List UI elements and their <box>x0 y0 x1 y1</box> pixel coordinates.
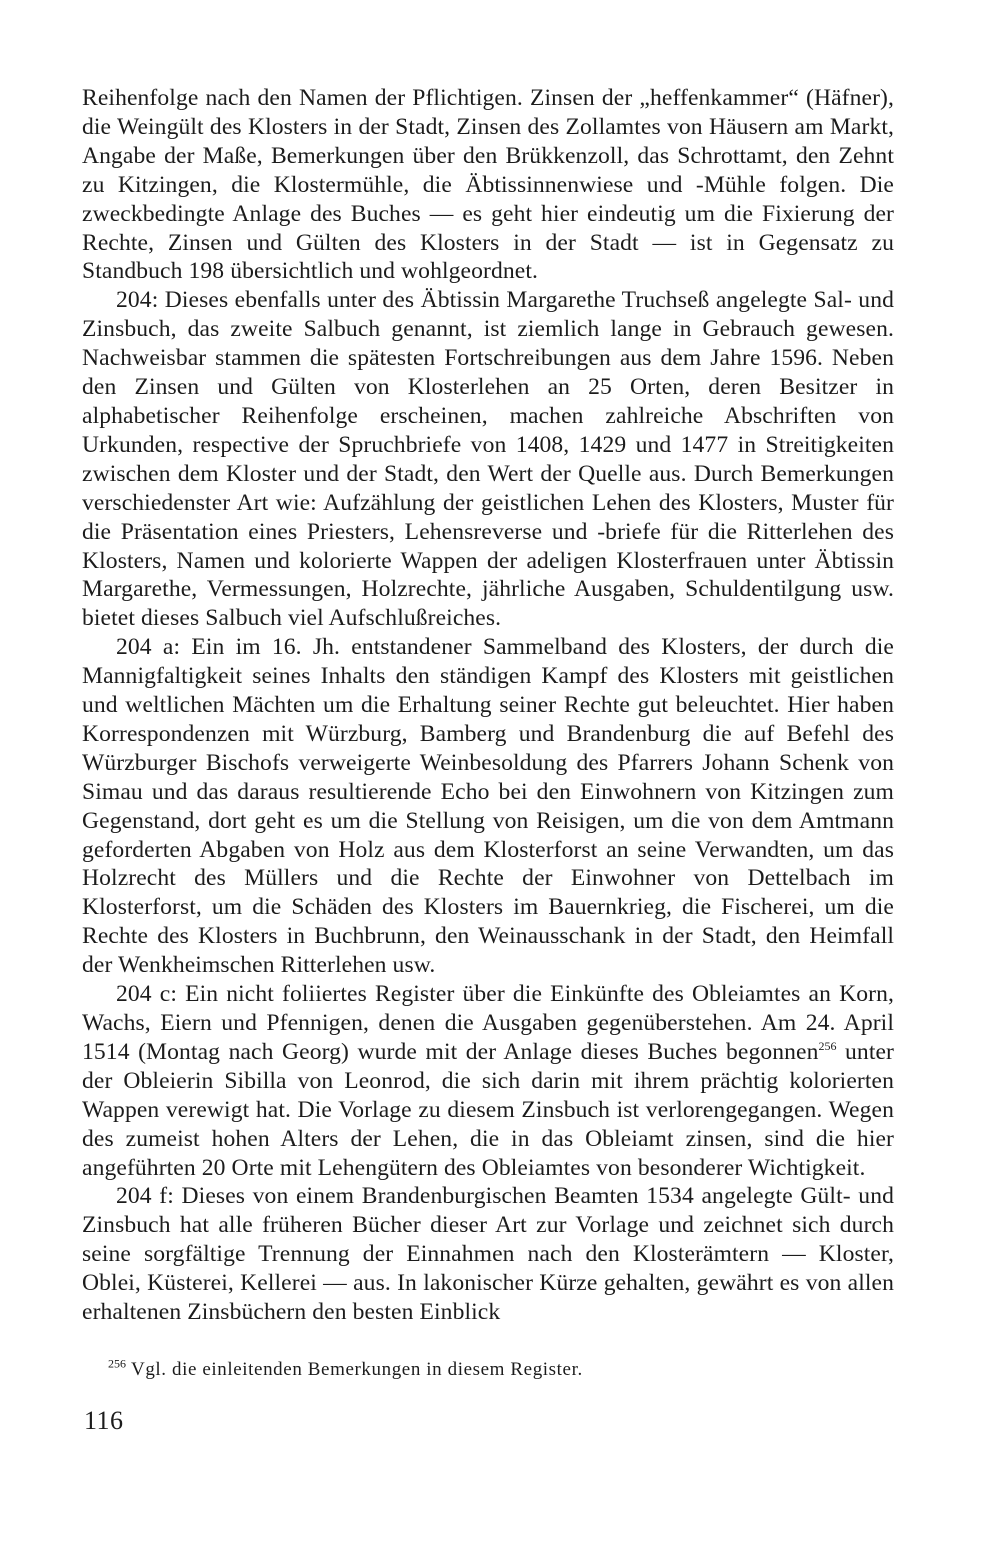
paragraph-204f: 204 f: Dieses von einem Brandenburgischen Beamten 1534 angelegte Gült- und Zinsbuch hat alle früheren Bücher dieser Art zur Vorlage und zeichnet sich durch seine sorgfältige Trennung der Einnahmen nach den Klosterämtern — Kloster, Oblei, Küsterei, Kellerei — aus. In lakonischer Kürze gehalten, gewährt es von allen erhaltenen Zinsbüchern den besten Einblick <box>82 1183 894 1326</box>
page-body <box>82 84 894 1327</box>
footnote-text: Vgl. die einleitenden Bemerkungen in diesem Register. <box>126 1359 583 1380</box>
paragraph-204c <box>82 980 894 1182</box>
footnote-reference-256[interactable]: 256 <box>818 1039 837 1054</box>
paragraph-1: Reihenfolge nach den Namen der Pflichtigen. Zinsen der „heffenkammer“ (Häfner), die Weingült des Klosters in der Stadt, Zinsen des Zollamtes von Häusern am Markt, Angabe der Maße, Bemerkungen über den Brükkenzoll, das Schrottamt, den Zehnt zu Kitzingen, die Klostermühle, die Äbtissinnenwiese und -Mühle folgen. Die zweckbedingte Anlage des Buches — es geht hier eindeutig um die Fixierung der Rechte, Zinsen und Gülten des Klosters in der Stadt — ist in Gegensatz zu Standbuch 198 übersichtlich und wohlgeordnet. <box>82 85 894 285</box>
paragraph-204c-text-before: 204 c: Ein nicht foliiertes Register über die Einkünfte des Obleiamtes an Korn, Wachs, Eiern und Pfennigen, denen die Ausgaben gegenüberstehen. Am 24. April 1514 (Montag nach Georg) wurde mit der Anlage dieses Buches begonnen <box>82 981 894 1065</box>
paragraph-204: 204: Dieses ebenfalls unter des Äbtissin Margarethe Truchseß angelegte Sal- und Zinsbuch, das zweite Salbuch genannt, ist ziemlich lange in Gebrauch gewesen. Nachweisbar stammen die spätesten Fortschreibungen aus dem Jahre 1596. Neben den Zinsen und Gülten von Klosterlehen an 25 Orten, deren Besitzer in alphabetischer Reihenfolge erscheinen, machen zahlreiche Abschriften von Urkunden, respective der Spruchbriefe von 1408, 1429 und 1477 in Streitigkeiten zwischen dem Kloster und der Stadt, den Wert der Quelle aus. Durch Bemerkungen verschiedenster Art wie: Aufzählung der geistlichen Lehen des Klosters, Muster für die Präsentation eines Priesters, Lehensreverse und -briefe für die Ritterlehen des Klosters, Namen und kolorierte Wappen der adeligen Klosterfrauen unter Äbtissin Margarethe, Vermessungen, Holzrechte, jährliche Ausgaben, Schuldentilgung usw. bietet dieses Salbuch viel Aufschlußreiches. <box>82 287 894 632</box>
body-text <box>82 84 894 1327</box>
footnote-number: 256 <box>108 1356 126 1371</box>
page-number: 116 <box>84 1406 124 1435</box>
footnote-256 <box>82 1358 894 1382</box>
paragraph-204c-text-after: unter der Obleierin Sibilla von Leonrod, die sich darin mit ihrem prächtig kolorierten Wappen verewigt hat. Die Vorlage zu diesem Zinsbuch ist verlorengegangen. Wegen des zumeist hohen Alters der Lehen, die in das Obleiamt zinsen, sind die hier angeführten 20 Orte mit Lehengütern des Obleiamtes von besonderer Wichtigkeit. <box>82 1038 895 1181</box>
paragraph-204a: 204 a: Ein im 16. Jh. entstandener Sammelband des Klosters, der durch die Mannigfaltigkeit seines Inhalts den ständigen Kampf des Klosters mit geistlichen und weltlichen Mächten um die Erhaltung seiner Rechte gut beleuchtet. Hier haben Korrespondenzen mit Würzburg, Bamberg und Brandenburg die auf Befehl des Würzburger Bischofs verweigerte Weinbesoldung des Pfarrers Johann Schenk von Simau und das daraus resultierende Echo bei den Einwohnern von Kitzingen zum Gegenstand, dort geht es um die Stellung von Reisigen, um die von dem Amtmann geforderten Abgaben von Holz aus dem Klosterforst an seine Verwandten, um das Holzrecht des Müllers und die Rechte der Einwohner von Dettelbach im Klosterforst, um die Schäden des Klosters im Bauernkrieg, die Fischerei, um die Rechte des Klosters in Buchbrunn, den Weinausschank in der Stadt, den Heimfall der Wenkheimschen Ritterlehen usw. <box>82 634 894 979</box>
